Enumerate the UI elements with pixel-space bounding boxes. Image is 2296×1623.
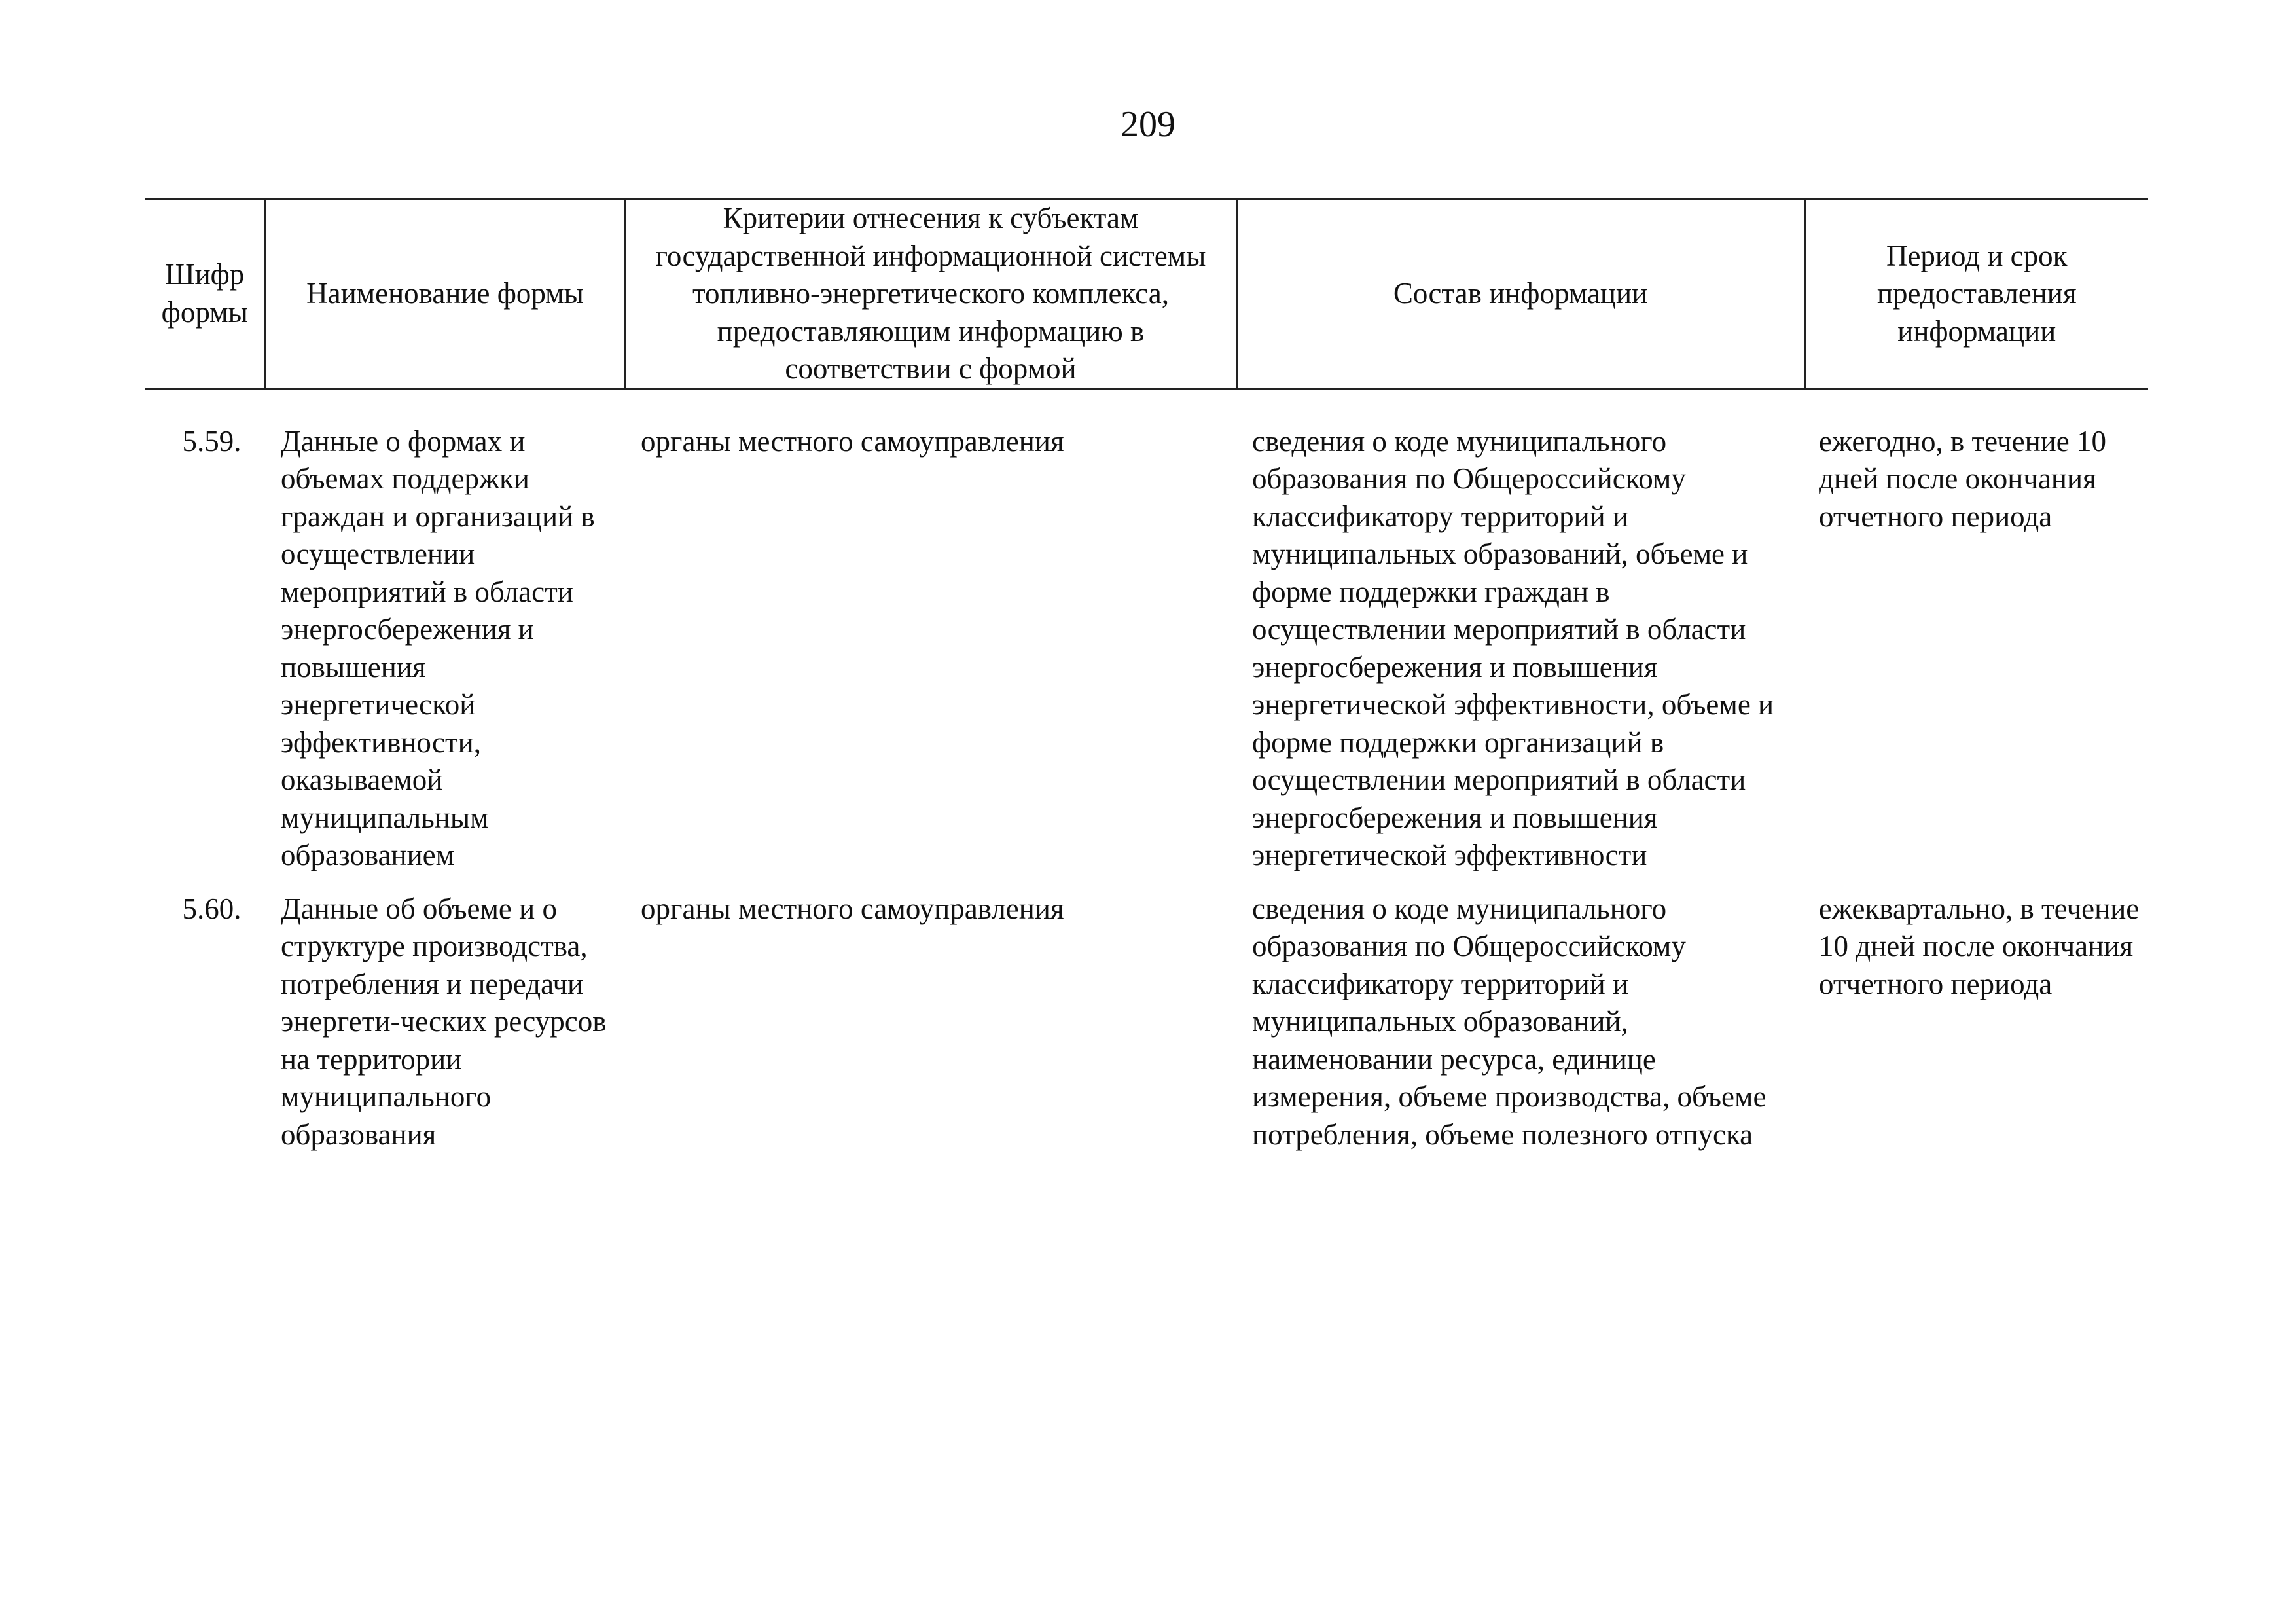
forms-table bbox=[145, 198, 2148, 1154]
header-criteria: Критерии отнесения к субъектам государственной информационной системы топливно-энергетического комплекса, предоставляющим информацию в соответствии с формой bbox=[625, 199, 1236, 390]
header-period: Период и срок предоставления информации bbox=[1804, 199, 2148, 390]
table-row bbox=[145, 875, 2148, 1154]
form-period: ежеквартально, в течение 10 дней после окончания отчетного периода bbox=[1819, 892, 2140, 1000]
form-period: ежегодно, в течение 10 дней после окончания отчетного периода bbox=[1819, 424, 2106, 533]
form-criteria: органы местного самоуправления bbox=[641, 892, 1064, 925]
form-code: 5.59. bbox=[182, 424, 242, 458]
form-information-content: сведения о коде муниципального образования по Общероссийскому классификатору территорий и муниципальных образований, объеме и форме поддержки граждан в осуществлении мероприятий в области энергосбережения и повышения энергетической эффективности, объеме и форме поддержки организаций в осуществлении мероприятий в области энергосбережения и повышения энергетической эффективности bbox=[1252, 424, 1774, 871]
form-name: Данные об объеме и о структуре производства, потребления и передачи энергети-ческих ресурсов на территории муниципального образования bbox=[281, 892, 607, 1151]
table-header-row bbox=[145, 199, 2148, 390]
form-criteria: органы местного самоуправления bbox=[641, 424, 1064, 458]
form-information-content: сведения о коде муниципального образования по Общероссийскому классификатору территорий и муниципальных образований, наименовании ресурса, единице измерения, объеме производства, объеме потребления, объеме полезного отпуска bbox=[1252, 892, 1767, 1151]
table-row bbox=[145, 389, 2148, 875]
form-code: 5.60. bbox=[182, 892, 242, 925]
form-name: Данные о формах и объемах поддержки граждан и организаций в осуществлении мероприятий в области энергосбережения и повышения энергетической эффективности, оказываемой муниципальным образованием bbox=[281, 424, 595, 871]
header-form-code: Шифр формы bbox=[145, 199, 265, 390]
header-form-name: Наименование формы bbox=[265, 199, 625, 390]
page-number: 209 bbox=[1121, 104, 1175, 145]
header-information-content: Состав информации bbox=[1236, 199, 1804, 390]
